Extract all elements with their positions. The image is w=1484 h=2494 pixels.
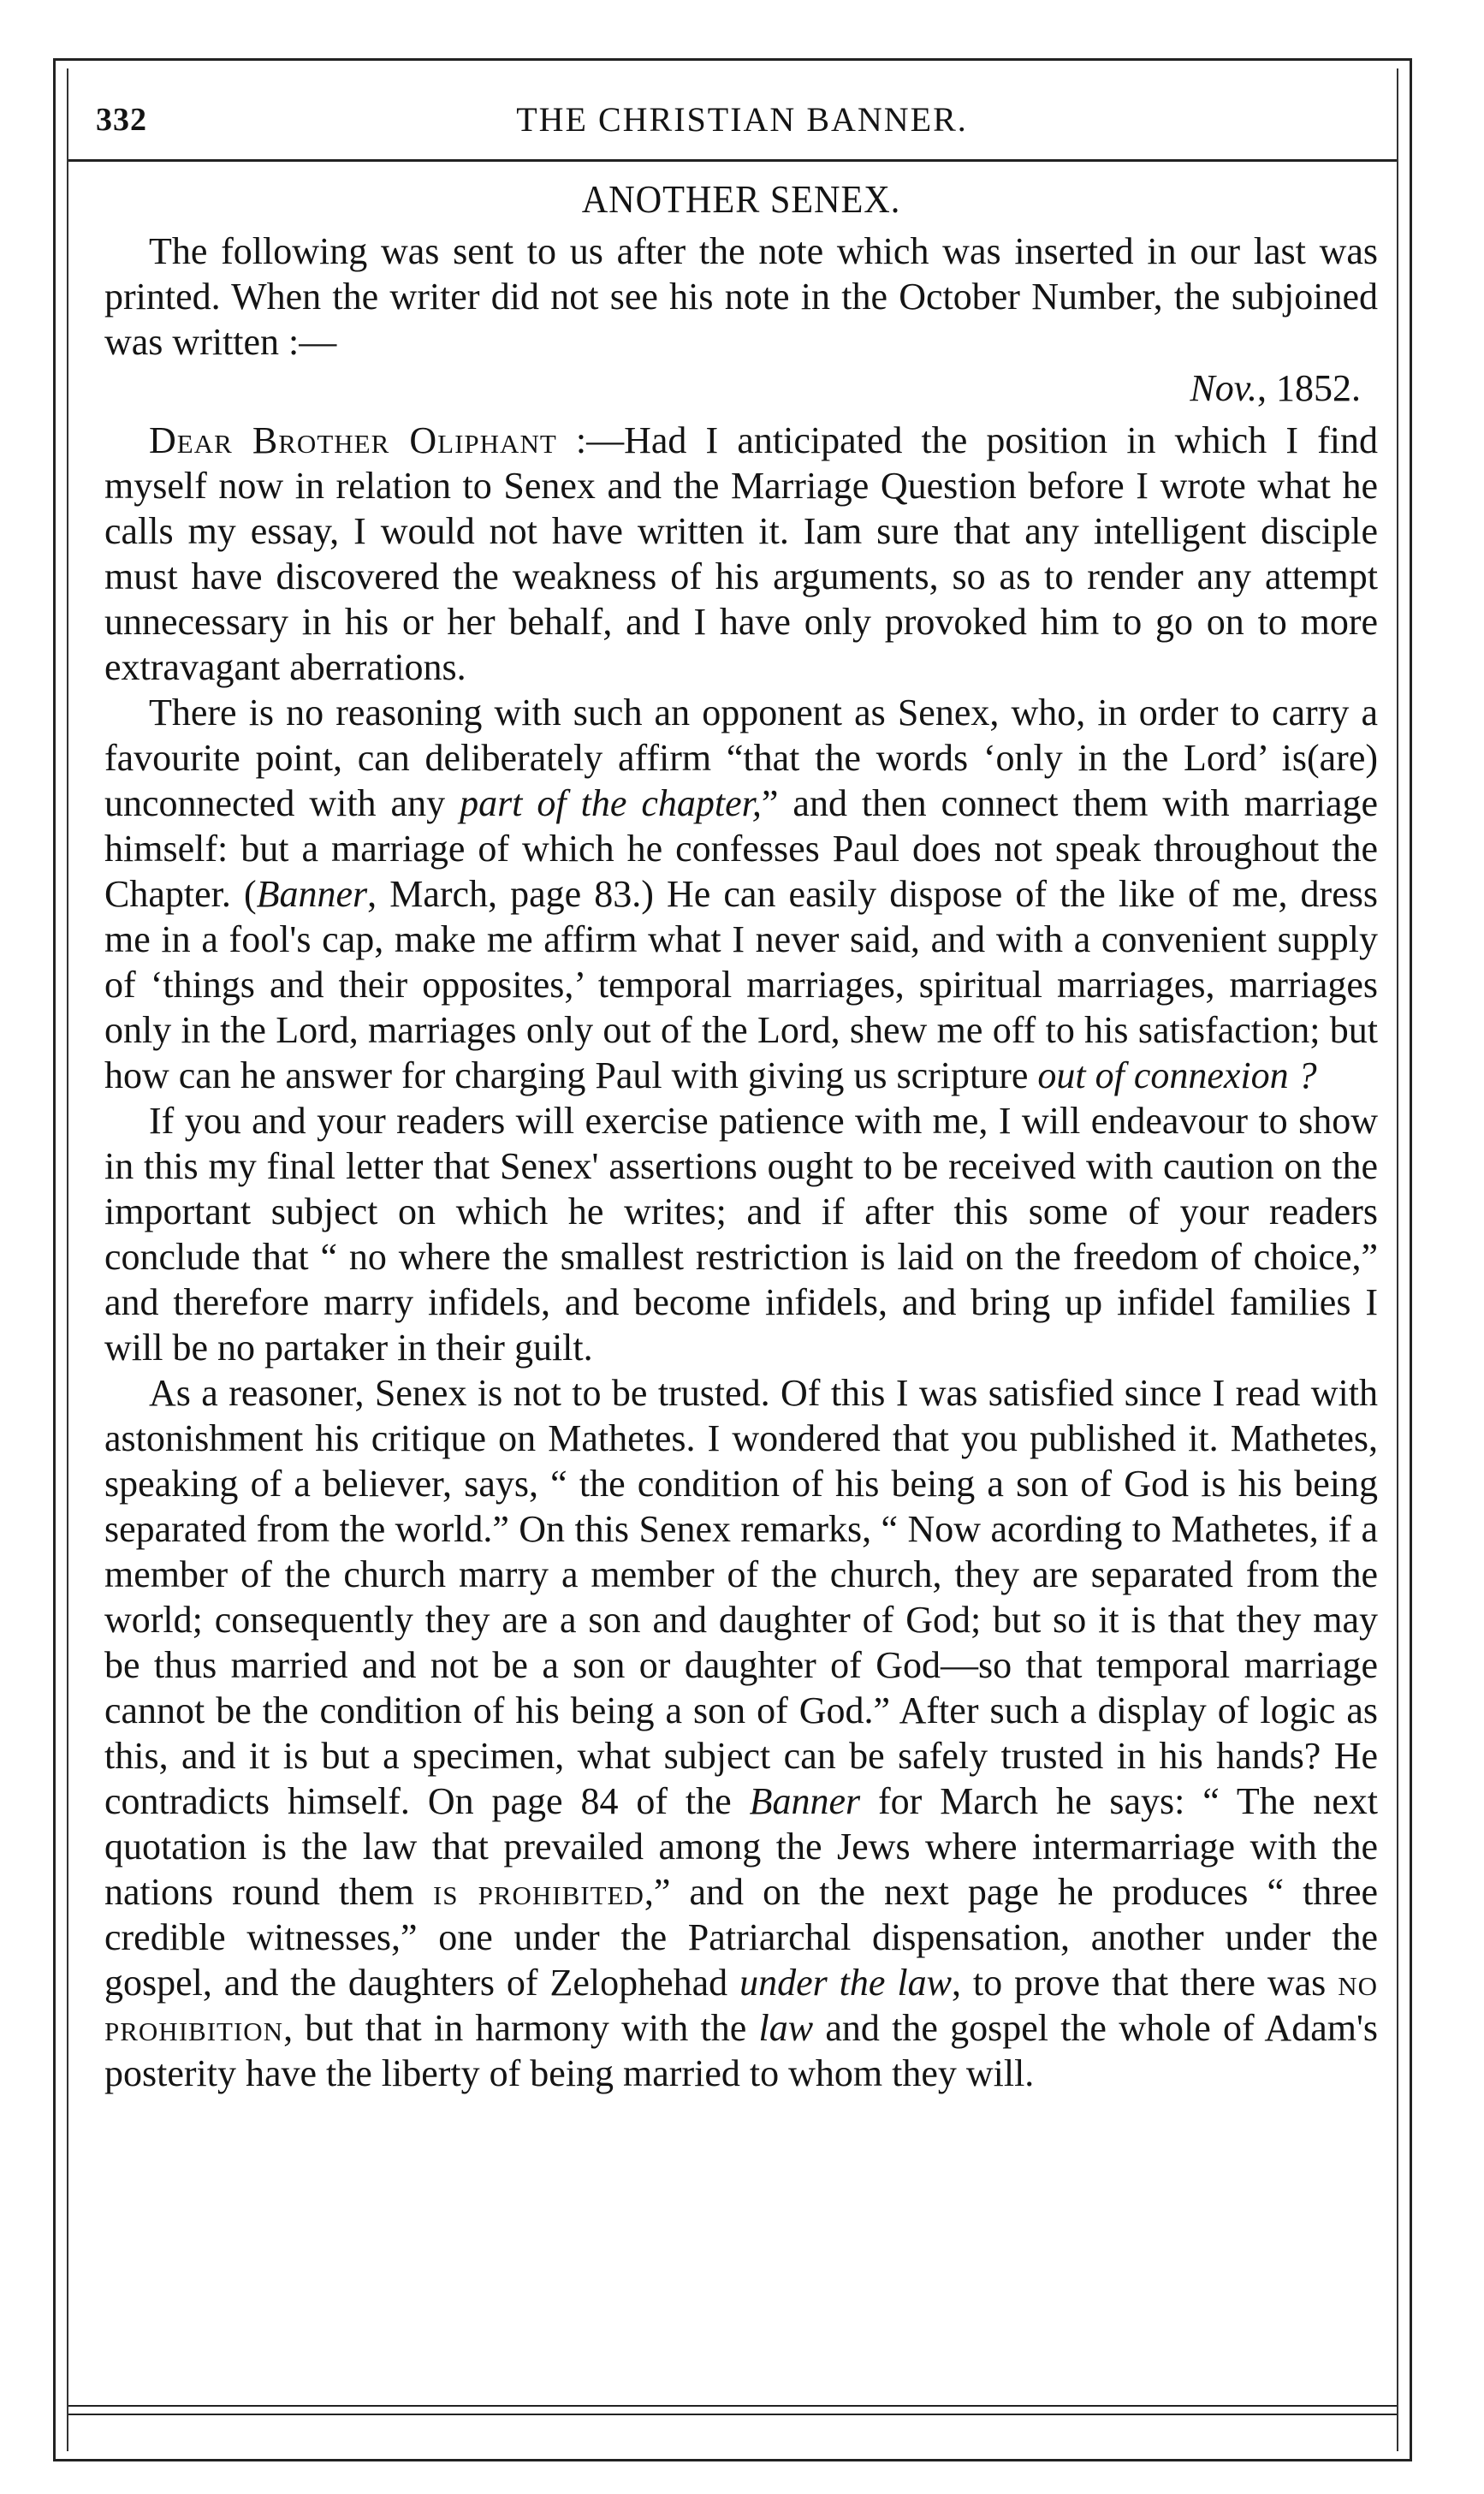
dateline xyxy=(104,365,1378,413)
paragraph-1 xyxy=(104,418,1378,690)
text-run: and the gospel the whole of Adam's posterity have the liberty of being married to whom they will. xyxy=(104,2007,1379,2094)
text-run: ” and then connect them with marriage himself: but a marriage of which he confesses Paul does not speak throughout the Chapter. ( xyxy=(104,782,1378,915)
article-title: ANOTHER SENEX. xyxy=(581,177,901,221)
paragraph-2 xyxy=(104,690,1378,1098)
text-run: As a reasoner, Senex is not to be trusted. Of this I was satisfied since I read with astonishment his critique on Mathetes. I wondered that you published it. Mathetes, speaking of a believer, says, “ the condition of his being a son of God is his being separated from the world.” On this Senex remarks, “ Now acording to Mathetes, if a member of the church marry a member of the church, they are separated from the world; consequently they are a son and daughter of God; but so it is that they may be thus married and not be a son or daughter of God—so that temporal marriage cannot be the condition of his being a son of God.” After such a display of logic as this, and it is but a specimen, what subject can be safely trusted in his hands? He contradicts himself. On page 84 of the xyxy=(104,1372,1378,1822)
salutation: Dear Brother Oliphant xyxy=(149,419,557,461)
text-run: for March he says: “ The next quotation is the law that prevailed among the Jews where intermarriage with the nations round them xyxy=(104,1780,1378,1913)
running-head: THE CHRISTIAN BANNER. xyxy=(516,100,968,139)
italic-run: Banner xyxy=(749,1780,861,1822)
italic-run: under the law xyxy=(739,1962,952,2004)
italic-run: law xyxy=(758,2007,814,2049)
paragraph-1-text: :—Had I anticipated the position in which I find myself now in relation to Senex and the Marriage Question before I wrote what he calls my essay, I would not have written it. Iam sure that any intelligent disciple must have discovered the weakness of his arguments, so as to render any attempt unnecessary in his or her behalf, and I have only provoked him to go on to more extravagant aberrations. xyxy=(104,419,1378,688)
page-number: 332 xyxy=(96,102,147,138)
paragraph-3: If you and your readers will exercise patience with me, I will endeavour to show in this my final letter that Senex' assertions ought to be received with caution on the important subject on which he writes; and if after this some of your readers conclude that “ no where the smallest restriction is laid on the freedom of choice,” and therefore marry infidels, and become infidels, and bring up infidel families I will be no partaker in their guilt. xyxy=(104,1100,1378,1369)
header-rule xyxy=(68,159,1397,162)
text-run: , March, page 83.) He can easily dispose of the like of me, dress me in a fool's cap, make me affirm what I never said, and with a convenient supply of ‘things and their opposites,’ temporal marriages, spiritual marriages, marriages only in the Lord, marriages only out of the Lord, shew me off to his satisfaction; but how can he answer for charging Paul with giving us scripture xyxy=(104,873,1378,1096)
date-year: , 1852. xyxy=(1257,367,1361,409)
text-run: ,” and on the next page he produces “ three credible witnesses,” one under the Patriarchal dispensation, another under the gospel, and the daughters of Zelophehad xyxy=(104,1871,1379,2004)
italic-run: part of the chapter, xyxy=(460,782,762,824)
paragraph-4 xyxy=(104,1370,1378,2096)
text-run: , to prove that there was xyxy=(951,1962,1339,2004)
article xyxy=(104,176,1378,2096)
italic-run: Banner xyxy=(256,873,368,915)
small-caps-run: no prohibition xyxy=(104,1962,1379,2049)
date-month: Nov. xyxy=(1190,367,1257,409)
text-run: There is no reasoning with such an opponent as Senex, who, in order to carry a favourite point, can deliberately affirm “that the words ‘only in the Lord’ is(are) unconnected with any xyxy=(104,692,1378,824)
small-caps-run: is prohibited xyxy=(432,1871,644,1913)
footer-rule xyxy=(68,2405,1397,2407)
footer-rule-double xyxy=(68,2414,1397,2415)
intro-paragraph: The following was sent to us after the note which was inserted in our last was printed. When the writer did not see his note in the October Number, the subjoined was written :— xyxy=(104,230,1378,363)
text-run: , but that in harmony with the xyxy=(283,2007,759,2049)
italic-run: out of connexion ? xyxy=(1037,1054,1317,1096)
